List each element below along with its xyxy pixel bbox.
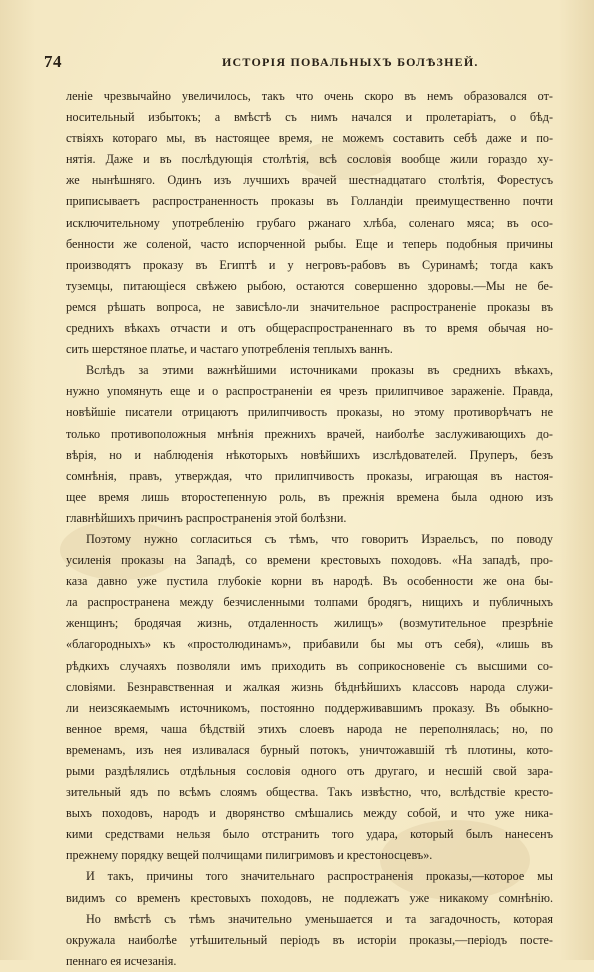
page-number: 74 [44,52,62,71]
text-line: нужно упомянуть еще и о распространеніи ея чрезъ прилипчивое зараженіе. Правда, [66,384,553,399]
text-line: Вслѣдъ за этими важнѣйшими источниками проказы въ среднихъ вѣкахъ, [86,363,553,378]
text-line: ла распространена между безчисленными толпами бродягъ, нищихъ и публичныхъ [66,595,553,610]
text-line: нятія. Даже и въ послѣдующія столѣтія, всѣ сословія вообще жили гораздо ху- [66,152,553,167]
text-line: новѣйшіе писатели отрицаютъ прилипчивость проказы, но этому противорѣчатъ не [66,405,553,420]
text-line: прежнему порядку вещей полчищами пилигримовъ и крестоносцевъ». [66,848,433,863]
text-line: только противоположныя мнѣнія прежнихъ врачей, наиболѣе заслуживающихъ до- [66,426,553,441]
text-line: сить шерстяное платье, и частаго употребленія теплыхъ ваннъ. [66,342,393,357]
text-line: сомнѣнія, правъ, утверждая, что прилипчивость проказы, играющая въ настоя- [66,468,553,483]
text-line: туземцы, питающіеся свѣжею рыбою, остаются совершенно здоровы.—Мы не бе- [66,278,553,293]
running-title: ИСТОРІЯ ПОВАЛЬНЫХЪ БОЛѢЗНЕЙ. [222,55,479,69]
text-line: И такъ, причины того значительнаго распространенія проказы,—которое мы [86,869,553,884]
text-line: венное время, чаша бѣдствій этихъ слоевъ народа не переполнялась; но, по [66,721,553,736]
text-line: зительный ядъ по всѣмъ слоямъ общества. Такъ извѣстно, что, вслѣдствіе кресто- [66,785,553,800]
text-line: носительный избытокъ; а вмѣстѣ съ нимъ начался и пролетаріатъ, о бѣд- [66,110,553,125]
text-line: ремся рѣшать вопроса, не зависѣло-ли значительное распространеніе проказы въ [66,299,553,314]
text-line: словіями. Безнравственная и жалкая жизнь бѣднѣйшихъ классовъ народа служи- [66,679,553,694]
text-line: леніе чрезвычайно увеличилось, такъ что очень скоро въ немъ образовался от- [66,89,553,103]
text-line: исключительному употребленію грубаго ржанаго хлѣба, соленаго мяса; въ осо- [66,215,553,230]
text-line: среднихъ вѣкахъ отчасти и отъ общераспространеннаго въ то время обычая но- [66,321,553,336]
text-line: вѣрія, но и наблюденія нѣкоторыхъ новѣйшихъ изслѣдователей. Пруперъ, безъ [66,447,553,462]
text-line: Поэтому нужно согласиться съ тѣмъ, что говоритъ Израельсъ, по поводу [86,531,553,546]
text-line: рыми раздѣлялись отдѣльныя сословія одного отъ другаго, и несшій свой зара- [66,764,553,778]
text-line: ствіяхъ которaго мы, въ настоящее время, не можемъ составить себѣ даже и по- [66,131,553,146]
text-line: усиленія проказы на Западѣ, со времени крестовыхъ походовъ. «На западѣ, про- [66,553,553,568]
text-line: женщинъ; бродячая жизнь, отдаленность жилищъ» (возмутительное презрѣніе [66,616,553,631]
text-line: производятъ проказу въ Египтѣ и у негровъ-рабовъ въ Суринамѣ; тогда какъ [66,257,553,272]
text-line: выхъ походовъ, народъ и дворянство смѣшались между собой, и что уже ника- [66,806,553,821]
text-line: видимъ со временъ крестовыхъ походовъ, не подлежатъ уже никакому сомнѣнію. [66,890,553,905]
page-header [44,52,564,74]
text-line: приписываетъ распространенность проказы въ Голландіи преимущественно почти [66,194,553,209]
text-line: Но вмѣстѣ съ тѣмъ значительно уменьшается и та загадочность, которая [86,911,553,926]
text-line: же нынѣшняго. Одинъ изъ лучшихъ врачей шестнадцатаго столѣтія, Форестусъ [66,173,553,188]
text-line: бенности же соленой, часто испорченной рыбы. Еще и теперь подобныя причины [66,236,553,251]
text-line: пеннаго ея исчезанія. [66,953,177,968]
text-line: главнѣйшихъ причинъ распространенія этой болѣзни. [66,510,347,525]
text-line: щее время лишь второстепенную роль, въ прежнія времена была одною изъ [66,489,553,504]
text-line: каза давно уже пустила глубокіе корни въ народѣ. Въ особенности же она бы- [66,574,553,589]
text-line: «благородныхъ» къ «простолюдинамъ», прибавили бы мы отъ себя), «лишь въ [66,637,553,652]
text-line: временамъ, изъ нея изливалася бурный потокъ, уничтожавшій тѣ плотины, кото- [66,742,553,757]
body-text [66,86,553,972]
text-line: окружала наиболѣе утѣшительный періодъ въ исторіи проказы,—періодъ посте- [66,932,553,947]
text-line: кими средствами нельзя было отстранить того удара, который былъ нанесенъ [66,827,553,842]
text-line: рѣдкихъ случаяхъ позволяли имъ приходить въ соприкосновеніе съ высшими со- [66,658,553,673]
text-line: ли неизсякаемымъ источникомъ, постоянно поддерживавшимъ проказу. Въ обыкно- [66,700,553,715]
